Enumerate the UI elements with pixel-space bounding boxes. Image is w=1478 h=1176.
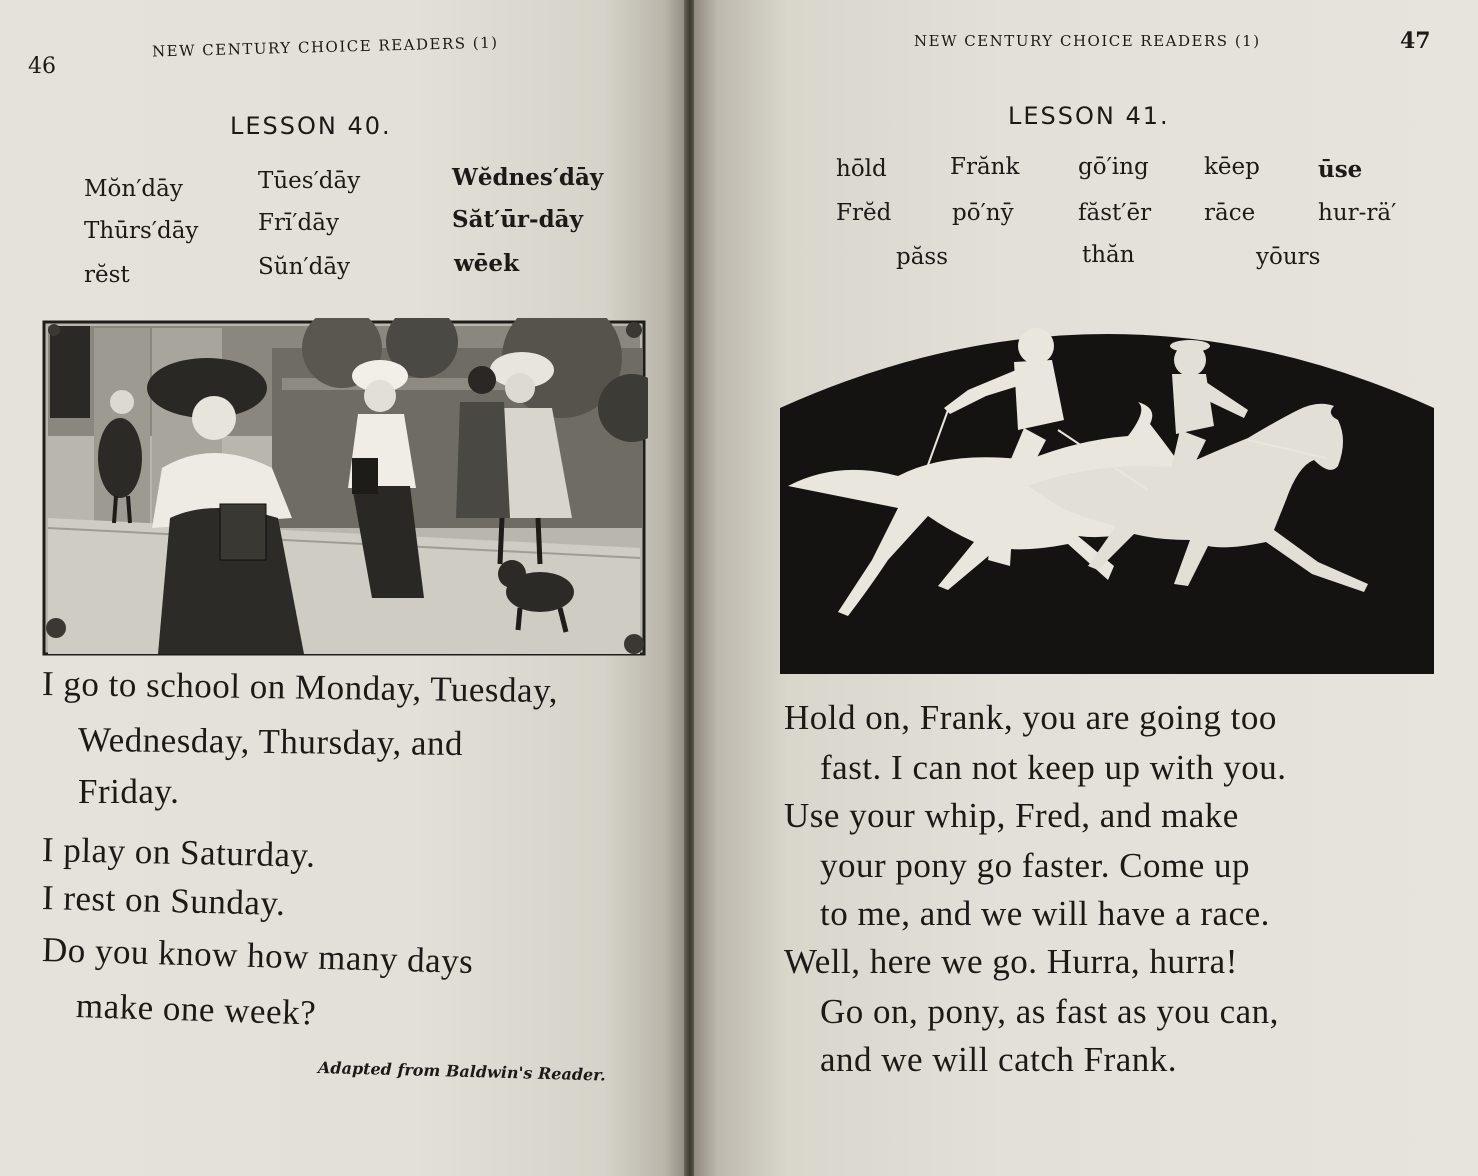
vocab-word: rāce bbox=[1204, 200, 1256, 226]
running-head: NEW CENTURY CHOICE READERS (1) bbox=[151, 33, 499, 61]
vocab-word: Wĕdnes′dāy bbox=[452, 164, 604, 191]
pony-race-illustration bbox=[778, 290, 1438, 676]
vocab-word: Săt′ūr-dāy bbox=[452, 206, 583, 233]
running-head: NEW CENTURY CHOICE READERS (1) bbox=[914, 32, 1261, 50]
reading-line: your pony go faster. Come up bbox=[820, 846, 1251, 885]
lesson-title: LESSON 41. bbox=[1008, 102, 1170, 130]
vocab-word: Frī′dāy bbox=[258, 210, 339, 236]
reading-line: and we will catch Frank. bbox=[820, 1040, 1178, 1079]
reading-line: Friday. bbox=[78, 772, 180, 811]
reading-line: make one week? bbox=[75, 986, 317, 1033]
vocab-word: wēek bbox=[454, 250, 520, 277]
right-page bbox=[694, 0, 1478, 1176]
vocab-word: thăn bbox=[1082, 242, 1135, 268]
reading-line: Do you know how many days bbox=[41, 930, 474, 982]
reading-line: I rest on Sunday. bbox=[41, 878, 286, 923]
vocab-word: gō′ing bbox=[1078, 154, 1149, 180]
vocab-word: ūse bbox=[1318, 156, 1363, 183]
vocab-word: păss bbox=[896, 244, 949, 270]
vocab-word: făst′ēr bbox=[1078, 200, 1152, 226]
vocab-word: hōld bbox=[836, 156, 887, 182]
left-page bbox=[0, 0, 686, 1176]
vocab-word: Mŏn′dāy bbox=[84, 176, 183, 202]
reading-line: Hold on, Frank, you are going too bbox=[784, 698, 1277, 737]
page-number: 46 bbox=[28, 54, 56, 79]
reading-line: fast. I can not keep up with you. bbox=[820, 748, 1287, 787]
attribution: Adapted from Baldwin's Reader. bbox=[317, 1058, 606, 1085]
reading-line: to me, and we will have a race. bbox=[820, 894, 1270, 933]
reading-line: Use your whip, Fred, and make bbox=[784, 796, 1239, 835]
vocab-word: Frĕd bbox=[836, 200, 892, 226]
vocab-word: Thūrs′dāy bbox=[84, 218, 199, 244]
vocab-word: Sŭn′dāy bbox=[258, 254, 351, 280]
reading-line: Wednesday, Thursday, and bbox=[77, 720, 464, 764]
reading-line: Go on, pony, as fast as you can, bbox=[820, 992, 1279, 1031]
vocab-word: Frănk bbox=[950, 154, 1020, 180]
reading-line: Well, here we go. Hurra, hurra! bbox=[784, 942, 1238, 981]
vocab-word: kēep bbox=[1204, 154, 1260, 180]
reading-line: I go to school on Monday, Tuesday, bbox=[41, 664, 559, 711]
reading-line: I play on Saturday. bbox=[41, 830, 316, 875]
vocab-word: Tūes′dāy bbox=[258, 168, 361, 194]
vocab-word: pō′nȳ bbox=[952, 200, 1014, 226]
page-number: 47 bbox=[1400, 28, 1431, 54]
school-children-illustration bbox=[42, 318, 648, 658]
vocab-word: yōurs bbox=[1256, 244, 1321, 270]
vocab-word: rĕst bbox=[84, 262, 130, 288]
vocab-word: hur-rä′ bbox=[1318, 200, 1397, 226]
lesson-title: LESSON 40. bbox=[230, 112, 392, 140]
